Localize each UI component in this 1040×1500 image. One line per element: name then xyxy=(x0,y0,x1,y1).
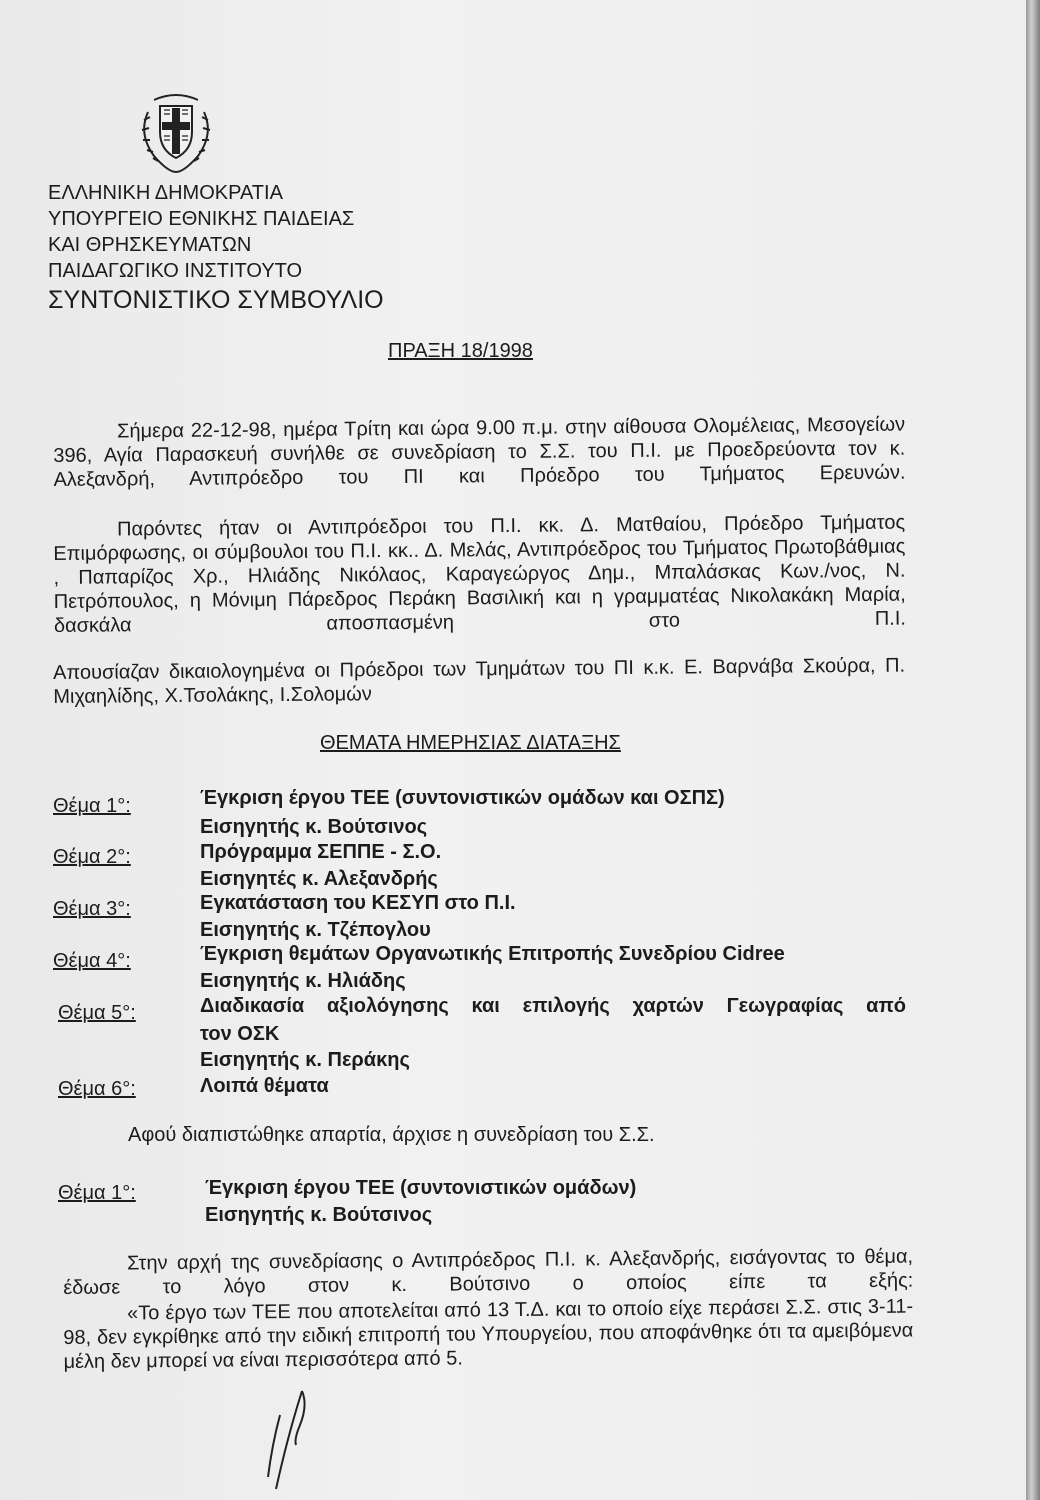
topic-2-label: Θέμα 2°: xyxy=(53,846,131,868)
header-republic: ΕΛΛΗΝΙΚΗ ΔΗΜΟΚΡΑΤΙΑ xyxy=(48,182,283,204)
handwritten-initials xyxy=(250,1385,330,1495)
quorum-statement: Αφού διαπιστώθηκε απαρτία, άρχισε η συνεδρίαση του Σ.Σ. xyxy=(128,1124,655,1146)
header-ministry-cont: ΚΑΙ ΘΡΗΣΚΕΥΜΑΤΩΝ xyxy=(48,234,252,256)
discussion-title: Έγκριση έργου ΤΕΕ (συντονιστικών ομάδων) xyxy=(205,1177,637,1199)
discussion-paragraph-1: Στην αρχή της συνεδρίασης ο Αντιπρόεδρος Π.Ι. κ. Αλεξανδρής, εισάγοντας το θέμα, έδωσε το λόγο στον κ. Βούτσινο ο οποίος είπε τα εξής: xyxy=(63,1245,914,1299)
header-council: ΣΥΝΤΟΝΙΣΤΙΚΟ ΣΥΜΒΟΥΛΙΟ xyxy=(48,286,384,314)
topic-5-title-cont: τον ΟΣΚ xyxy=(200,1023,280,1045)
agenda-title: ΘΕΜΑΤΑ ΗΜΕΡΗΣΙΑΣ ΔΙΑΤΑΞΗΣ xyxy=(320,732,621,754)
topic-3-title: Εγκατάσταση του ΚΕΣΥΠ στο Π.Ι. xyxy=(200,892,516,914)
intro-paragraph-2: Παρόντες ήταν οι Αντιπρόεδροι του Π.Ι. κκ. Δ. Ματθαίου, Πρόεδρο Τμήματος Επιμόρφωσης, οι σύμβουλοι του Π.Ι. κκ.. Δ. Μελάς, Αντιπρόεδρος του Τμήματος Πρωτοβάθμιας , Παπαρίζος Χρ., Ηλιάδης Νικόλαος, Καραγεώργος Δημ., Μπαλάσκας Κων./νος, Ν. Πετρόπουλος, η Μόνιμη Πάρεδρος Περάκη Βασιλική και η γραμματέας Νικολακάκη Μαρία, δασκάλα αποσπασμένη στο Π.Ι. xyxy=(53,511,907,637)
topic-4-label: Θέμα 4°: xyxy=(53,950,131,972)
topic-2-title: Πρόγραμμα ΣΕΠΠΕ - Σ.Ο. xyxy=(200,841,442,863)
document-title: ΠΡΑΞΗ 18/1998 xyxy=(388,340,533,362)
topic-5-title: Διαδικασία αξιολόγησης και επιλογής χαρτών Γεωγραφίας από xyxy=(200,995,906,1017)
topic-4-rapporteur: Εισηγητής κ. Ηλιάδης xyxy=(200,970,406,992)
discussion-label: Θέμα 1°: xyxy=(58,1182,136,1204)
topic-6-title: Λοιπά θέματα xyxy=(200,1075,329,1097)
institution-header xyxy=(48,180,384,316)
discussion-rapporteur: Εισηγητής κ. Βούτσινος xyxy=(205,1204,433,1226)
header-ministry: ΥΠΟΥΡΓΕΙΟ ΕΘΝΙΚΗΣ ΠΑΙΔΕΙΑΣ xyxy=(48,208,355,230)
coat-of-arms-emblem xyxy=(134,90,218,176)
topic-3-label: Θέμα 3°: xyxy=(53,898,131,920)
intro-paragraph-3: Απουσίαζαν δικαιολογημένα οι Πρόεδροι των Τμημάτων του ΠΙ κ.κ. Ε. Βαρνάβα Σκούρα, Π. Μιχαηλίδης, Χ.Τσολάκης, Ι.Σολομών xyxy=(53,654,906,708)
topic-1-title: Έγκριση έργου ΤΕΕ (συντονιστικών ομάδων και ΟΣΠΣ) xyxy=(200,787,725,809)
topic-4-title: Έγκριση θεμάτων Οργανωτικής Επιτροπής Συνεδρίου Cidree xyxy=(200,943,785,965)
topic-3-rapporteur: Εισηγητής κ. Τζέπογλου xyxy=(200,919,431,941)
topic-1-rapporteur: Εισηγητής κ. Βούτσινος xyxy=(200,816,428,838)
topic-5-rapporteur: Εισηγητής κ. Περάκης xyxy=(200,1049,410,1071)
page-edge xyxy=(1026,0,1040,1500)
topic-2-rapporteur: Εισηγητές κ. Αλεξανδρής xyxy=(200,868,438,890)
topic-1-label: Θέμα 1°: xyxy=(53,795,131,817)
topic-5-label: Θέμα 5°: xyxy=(58,1002,136,1024)
header-institute: ΠΑΙΔΑΓΩΓΙΚΟ ΙΝΣΤΙΤΟΥΤΟ xyxy=(48,260,303,282)
discussion-paragraph-2: «Το έργο των ΤΕΕ που αποτελείται από 13 Τ.Δ. και το οποίο είχε περάσει Σ.Σ. στις 3-11-98, δεν εγκρίθηκε από την ειδική επιτροπή του Υπουργείου, που αποφάνθηκε ότι τα αμειβόμενα μέλη δεν μπορεί να είναι περισσότερα από 5. xyxy=(63,1295,914,1373)
topic-6-label: Θέμα 6°: xyxy=(58,1078,136,1100)
intro-paragraph-1: Σήμερα 22-12-98, ημέρα Τρίτη και ώρα 9.00 π.μ. στην αίθουσα Ολομέλειας, Μεσογείων 396, Αγία Παρασκευή συνήλθε σε συνεδρίαση το Σ.Σ. του Π.Ι. με Προεδρεύοντα τον κ. Αλεξανδρή, Αντιπρόεδρο του ΠΙ και Πρόεδρο του Τμήματος Ερευνών. xyxy=(53,413,906,491)
